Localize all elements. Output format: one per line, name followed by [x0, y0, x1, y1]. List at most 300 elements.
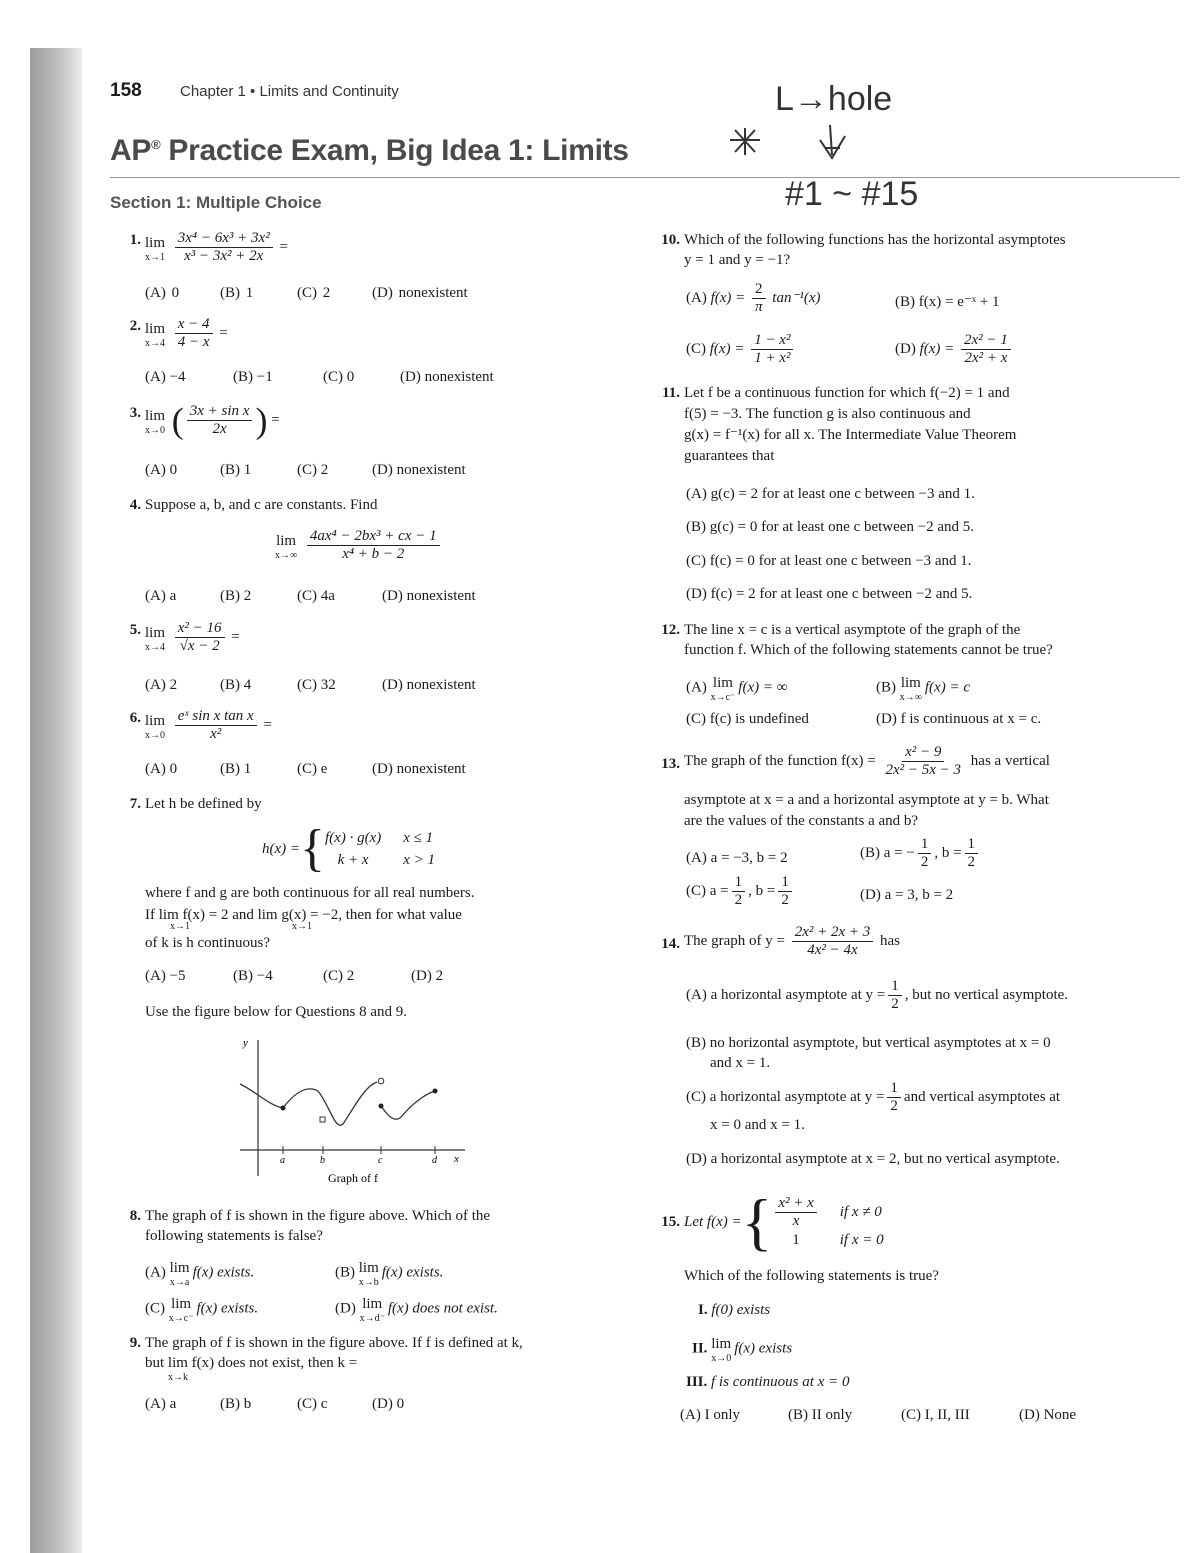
question-text-pre: The graph of y = [684, 932, 785, 949]
fraction [307, 528, 440, 563]
chapter-heading: Chapter 1 • Limits and Continuity [180, 83, 399, 100]
lim-sub: x→b [358, 1277, 379, 1288]
numerator: 1 [918, 836, 932, 854]
q10-choice-b[interactable]: (B) f(x) = e⁻ˣ + 1 [895, 294, 1000, 310]
q8-choice-c[interactable] [145, 1294, 258, 1324]
limit [711, 673, 736, 703]
open-point-c [378, 1078, 384, 1084]
choice-mid: , b = [748, 882, 776, 899]
denominator: 2 [920, 854, 929, 870]
choice-d[interactable]: (D) None [1019, 1407, 1077, 1423]
choice-pre: f(x) = [709, 340, 745, 357]
q12-choice-c[interactable]: (C) f(c) is undefined [686, 711, 809, 727]
lim-sub: x→∞ [899, 692, 922, 703]
denominator: 2 [967, 854, 976, 870]
question-4-choices [145, 588, 476, 605]
question-6 [129, 708, 272, 743]
question-3-choices [145, 462, 466, 479]
choice-label: (C) [145, 1300, 165, 1317]
statement-label: II. [692, 1340, 708, 1357]
point-a [281, 1106, 286, 1111]
curve-left [240, 1082, 377, 1125]
lim-sub: x→c⁻ [168, 1313, 194, 1324]
right-paren: ) [255, 400, 268, 441]
limit [711, 1334, 731, 1364]
question-2 [129, 316, 228, 351]
exam-title-text: Practice Exam, Big Idea 1: Limits [168, 134, 629, 167]
numerator: 1 [778, 874, 792, 892]
fraction-2 [778, 874, 792, 909]
equals: = [279, 238, 288, 255]
choice-c[interactable]: (C) c [297, 1396, 328, 1412]
question-text-3: g(x) = f⁻¹(x) for all x. The Intermediate Value Theorem [684, 427, 1017, 443]
cases [325, 828, 435, 870]
question-number: 7. [129, 796, 141, 812]
case-2-cond: if x = 0 [839, 1231, 884, 1248]
choice-c[interactable]: (C) 32 [297, 677, 336, 693]
question-15-text: Which of the following statements is true? [684, 1268, 939, 1284]
lim-text: lim [358, 1260, 379, 1276]
tick-label-a: a [280, 1155, 285, 1166]
choice-c[interactable]: (C) I, II, III [901, 1407, 970, 1423]
limit [359, 1258, 379, 1288]
left-paren: ( [171, 400, 184, 441]
q8-choice-d[interactable] [335, 1294, 498, 1324]
choice-d[interactable]: (D) nonexistent [372, 761, 466, 777]
handwritten-note [700, 70, 1000, 215]
curve-right [381, 1091, 435, 1119]
choice-a[interactable]: (A) 0 [145, 285, 180, 301]
statement-label: I. [698, 1302, 708, 1318]
limit [170, 1258, 190, 1288]
question-text-2: but lim f(x) does not exist, then k = [145, 1355, 358, 1371]
question-text-1: The line x = c is a vertical asymptote of the graph of the [684, 622, 1021, 638]
fraction-1 [918, 836, 932, 871]
question-7-body-1: where f and g are both continuous for all real numbers. [145, 885, 475, 901]
q13-choice-c[interactable] [686, 874, 795, 909]
denominator: x⁴ + b − 2 [342, 546, 405, 562]
choice-text: f(x) exists. [196, 1300, 259, 1317]
choice-text: f(x) does not exist. [387, 1300, 498, 1317]
fraction [792, 924, 874, 959]
question-text-post: has a vertical [970, 752, 1050, 769]
numerator: 1 [732, 874, 746, 892]
q14-choice-b[interactable] [686, 1033, 1051, 1073]
choice-c[interactable]: (C) 2 [297, 285, 331, 301]
choice-b[interactable]: (B) b [220, 1396, 252, 1412]
numerator: x − 4 [175, 316, 213, 334]
numerator: x² − 16 [175, 620, 225, 638]
q14-choice-c[interactable] [686, 1080, 1060, 1135]
question-number: 10. [661, 232, 680, 248]
exam-title [110, 134, 629, 168]
choice-post: tan⁻¹(x) [772, 289, 821, 306]
question-number: 12. [661, 622, 680, 638]
case-1-cond: x ≤ 1 [403, 830, 434, 846]
question-8 [129, 1206, 491, 1246]
choice-a[interactable]: (A) 0 [145, 761, 178, 777]
question-text-2: y = 1 and y = −1? [684, 252, 791, 268]
question-7-choices [145, 968, 443, 985]
choice-pre: f(x) = [710, 289, 746, 306]
statement-text: f is continuous at x = 0 [711, 1374, 850, 1390]
q10-choice-c[interactable] [686, 332, 796, 367]
choice-d[interactable]: (D) 2 [411, 968, 444, 984]
fraction [751, 332, 793, 367]
lim-sub: x→0 [145, 424, 165, 436]
choice-label: (D) [335, 1300, 356, 1317]
lim-sub: x→a [169, 1277, 190, 1288]
denominator: √x − 2 [179, 638, 220, 654]
tick-label-d: d [432, 1155, 437, 1166]
choice-text: f(x) = c [924, 679, 970, 696]
choice-post: and vertical asymptotes at [903, 1088, 1061, 1105]
lim-text: lim [145, 320, 166, 337]
choice-c[interactable]: (C) e [297, 761, 328, 777]
limit [145, 319, 165, 349]
choice-pre: f(x) = [919, 340, 955, 357]
lim-text: lim [362, 1296, 383, 1312]
question-number: 4. [129, 497, 141, 513]
fraction [888, 978, 902, 1013]
lim-sub: x→c⁻ [710, 692, 736, 703]
lim-sub: x→0 [711, 1353, 732, 1364]
body-2-text: If lim f(x) = 2 and lim g(x) = −2, then for what value [145, 907, 462, 923]
case-2-expr: 1 [792, 1231, 800, 1248]
lim-sub: x→d⁻ [359, 1313, 385, 1324]
choice-mid: , b = [934, 844, 962, 861]
choice-a[interactable]: (A) I only [680, 1407, 740, 1423]
question-text-1: Which of the following functions has the horizontal asymptotes [684, 232, 1066, 248]
question-13-text-3: are the values of the constants a and b? [684, 813, 919, 829]
question-4-limit [275, 528, 443, 563]
q12-choice-b[interactable] [876, 673, 970, 703]
choice-label: (A) [686, 679, 707, 696]
case-2-cond: x > 1 [403, 852, 435, 868]
denominator: 2 [781, 892, 789, 908]
graph-caption: Graph of f [328, 1171, 378, 1185]
denominator: x² [210, 726, 222, 742]
q11-choice-c[interactable]: (C) f(c) = 0 for at least one c between −3 and 1. [686, 553, 972, 569]
question-3 [129, 400, 280, 441]
q15-statement-2 [692, 1334, 792, 1364]
choice-a[interactable]: (A) 0 [145, 462, 178, 478]
lim-text: lim [169, 1260, 190, 1276]
left-brace: { [300, 820, 325, 877]
case-1-fraction [775, 1195, 816, 1230]
body-2-sub-2: x→1 [292, 921, 312, 932]
question-2-choices [145, 369, 494, 386]
choice-b[interactable]: (B) −4 [233, 968, 273, 984]
q10-choice-a[interactable] [686, 281, 821, 316]
denominator: x³ − 3x² + 2x [184, 248, 264, 264]
choice-d[interactable]: (D) nonexistent [400, 369, 494, 385]
hx-label: h(x) = [262, 841, 301, 857]
case-2-expr: k + x [337, 852, 369, 868]
choice-c[interactable]: (C) 4a [297, 588, 335, 604]
lim-text: lim [276, 532, 297, 549]
question-15-choices [680, 1407, 1076, 1424]
numerator: 1 [887, 1080, 901, 1098]
title-divider [110, 177, 1180, 178]
lim-text: lim [145, 712, 166, 729]
tick-label-c: c [378, 1155, 383, 1166]
figure-intro: Use the figure below for Questions 8 and 9. [145, 1004, 408, 1020]
choice-b[interactable]: (B) II only [788, 1407, 853, 1423]
lim-sub: x→0 [145, 729, 165, 741]
choice-c[interactable]: (C) 0 [323, 369, 355, 385]
question-text-2: function f. Which of the following statements cannot be true? [684, 642, 1053, 658]
q8-choice-a[interactable] [145, 1258, 254, 1288]
fraction-2 [965, 836, 979, 871]
fraction [882, 744, 964, 779]
choice-d[interactable]: (D) nonexistent [382, 677, 476, 693]
lim-text: lim [900, 675, 921, 691]
numerator: 1 [888, 978, 902, 996]
handwriting-bottom: #1 ~ #15 [785, 175, 919, 213]
question-11 [662, 383, 1017, 467]
choice-pre: (B) a = − [860, 844, 915, 861]
question-text-1: Let f be a continuous function for which f(−2) = 1 and [684, 385, 1010, 401]
q11-choice-a[interactable]: (A) g(c) = 2 for at least one c between −3 and 1. [686, 486, 975, 502]
q12-choice-d[interactable]: (D) f is continuous at x = c. [876, 711, 1042, 727]
lim-text: lim [712, 675, 733, 691]
scan-edge-shadow [30, 48, 82, 1553]
question-text-pre: The graph of the function f(x) = [684, 752, 876, 769]
question-1 [129, 230, 288, 265]
numerator: 4ax⁴ − 2bx³ + cx − 1 [307, 528, 440, 546]
y-axis-label: y [243, 1037, 248, 1049]
question-15 [661, 1186, 884, 1258]
choice-label: (B) [335, 1264, 355, 1281]
left-brace: { [741, 1186, 773, 1257]
question-text-post: has [880, 932, 900, 949]
fraction [187, 403, 253, 438]
lim-sub: x→1 [145, 251, 165, 263]
choice-pre: (A) a horizontal asymptote at y = [686, 986, 886, 1003]
question-7-piecewise [262, 820, 435, 877]
equals: = [231, 628, 240, 645]
choice-b[interactable]: (B) 2 [220, 588, 252, 604]
choice-c[interactable]: (C) 2 [323, 968, 355, 984]
question-text-2: following statements is false? [145, 1228, 323, 1244]
tick-label-b: b [320, 1155, 325, 1166]
choice-d[interactable]: (D) 0 [372, 1396, 405, 1412]
choice-pre: (C) a = [686, 882, 729, 899]
denominator: x [792, 1212, 800, 1229]
denominator: 2x [212, 421, 227, 437]
question-number: 8. [129, 1208, 141, 1224]
denominator: 2 [891, 996, 899, 1012]
question-13-text-2: asymptote at x = a and a horizontal asymptote at y = b. What [684, 792, 1049, 808]
fraction [752, 281, 766, 316]
choice-c[interactable]: (C) 2 [297, 462, 329, 478]
denominator: 2 [734, 892, 743, 908]
question-13 [661, 744, 1050, 779]
body-2-sub-1: x→1 [170, 921, 190, 932]
denominator: 1 + x² [754, 350, 791, 366]
q15-statement-1 [698, 1300, 770, 1320]
registered-mark: ® [151, 137, 161, 152]
denominator: 4x² − 4x [807, 942, 858, 958]
point-b [320, 1117, 325, 1122]
choice-a[interactable]: (A) −5 [145, 968, 186, 984]
statement-text: f(x) exists [734, 1340, 793, 1357]
question-12 [661, 620, 1053, 660]
denominator: 2 [890, 1098, 898, 1114]
choice-d[interactable]: (D) nonexistent [372, 462, 466, 478]
question-7-body-3: of k is h continuous? [145, 935, 270, 951]
handwriting-scribble [730, 125, 845, 158]
lim-sub: x→4 [145, 641, 165, 653]
denominator: 2x² + x [964, 350, 1008, 366]
choice-label: (A) [686, 289, 707, 306]
q13-choice-a[interactable]: (A) a = −3, b = 2 [686, 850, 788, 866]
q13-choice-b[interactable] [860, 836, 981, 871]
question-number: 2. [129, 318, 141, 334]
question-number: 9. [129, 1335, 141, 1351]
q11-choice-b[interactable]: (B) g(c) = 0 for at least one c between −2 and 5. [686, 519, 975, 535]
numerator: 2 [752, 281, 766, 299]
fraction [887, 1080, 901, 1115]
denominator: 2x² − 5x − 3 [885, 762, 962, 778]
lim-text: lim [171, 1296, 192, 1312]
question-14 [661, 924, 900, 959]
choice-b[interactable]: (B) 1 [220, 761, 252, 777]
question-number: 6. [129, 710, 141, 726]
case-1-expr: f(x) · g(x) [325, 830, 382, 846]
case-1-cond: if x ≠ 0 [839, 1204, 882, 1220]
cases [772, 1195, 883, 1250]
lim-text: lim [711, 1336, 732, 1352]
x-axis-label: x [454, 1153, 459, 1165]
choice-a[interactable]: (A) −4 [145, 369, 186, 385]
q14-choice-a[interactable] [686, 978, 1068, 1013]
question-number: 5. [129, 622, 141, 638]
limit [360, 1294, 385, 1324]
point-c [379, 1104, 384, 1109]
lim-sub: x→4 [145, 337, 165, 349]
question-1-choices [145, 285, 468, 302]
numerator: 2x² + 2x + 3 [792, 924, 874, 942]
question-text-2: f(5) = −3. The function g is also continuous and [684, 406, 971, 422]
q13-choice-d[interactable]: (D) a = 3, b = 2 [860, 887, 954, 903]
choice-d[interactable]: (D) nonexistent [372, 285, 468, 301]
choice-label: (C) [686, 340, 706, 357]
choice-pre: (C) a horizontal asymptote at y = [686, 1088, 885, 1105]
exam-title-prefix: AP [110, 134, 152, 167]
choice-post: , but no vertical asymptote. [904, 986, 1069, 1003]
choice-text: f(x) exists. [192, 1264, 255, 1281]
choice-d[interactable]: (D) nonexistent [382, 588, 476, 604]
numerator: 3x⁴ − 6x³ + 3x² [175, 230, 273, 248]
limit [145, 711, 165, 741]
statement-label: III. [686, 1374, 708, 1390]
q12-choice-a[interactable] [686, 673, 787, 703]
section-heading: Section 1: Multiple Choice [110, 193, 322, 212]
choice-line-2: and x = 1. [710, 1055, 771, 1071]
q8-choice-b[interactable] [335, 1258, 443, 1288]
choice-a[interactable]: (A) a [145, 588, 177, 604]
q11-choice-d[interactable]: (D) f(c) = 2 for at least one c between −2 and 5. [686, 586, 973, 602]
question-5 [129, 620, 240, 655]
choice-b[interactable]: (B) 1 [220, 285, 254, 301]
lim-sub: x→∞ [275, 549, 298, 561]
question-number: 3. [129, 405, 141, 421]
fraction [961, 332, 1011, 367]
choice-a[interactable]: (A) a [145, 1396, 177, 1412]
fx-label: Let f(x) = [684, 1214, 742, 1230]
choice-b[interactable]: (B) 1 [220, 462, 252, 478]
handwriting-top: L→hole [775, 80, 893, 118]
limit [145, 623, 165, 653]
q15-statement-3 [686, 1372, 849, 1392]
fraction [175, 620, 225, 655]
question-text: Suppose a, b, and c are constants. Find [145, 497, 378, 513]
numerator: 1 [965, 836, 979, 854]
denominator: 4 − x [177, 334, 210, 350]
graph-of-f [230, 1036, 470, 1186]
question-number: 13. [661, 756, 680, 772]
choice-b[interactable]: (B) 4 [220, 677, 252, 693]
question-text: Let h be defined by [145, 796, 262, 812]
question-10 [661, 230, 1066, 270]
limit [145, 406, 165, 436]
limit [145, 233, 165, 263]
fraction [175, 230, 273, 265]
choice-a[interactable]: (A) 2 [145, 677, 178, 693]
fraction [175, 316, 213, 351]
page-number: 158 [110, 80, 142, 101]
denominator: π [755, 299, 763, 315]
question-text-1: The graph of f is shown in the figure above. Which of the [145, 1208, 491, 1224]
choice-b[interactable]: (B) −1 [233, 369, 273, 385]
lim-text: lim [145, 234, 166, 251]
numerator: x² − 9 [902, 744, 944, 762]
fraction-1 [732, 874, 746, 909]
equals: = [219, 324, 228, 341]
q9-lim-sub: x→k [168, 1372, 188, 1383]
numerator: 3x + sin x [187, 403, 253, 421]
q14-choice-d[interactable]: (D) a horizontal asymptote at x = 2, but no vertical asymptote. [686, 1151, 1060, 1167]
question-7 [129, 794, 262, 814]
question-text-4: guarantees that [684, 448, 775, 464]
numerator: 1 − x² [751, 332, 793, 350]
equals: = [271, 411, 280, 428]
numerator: 2x² − 1 [961, 332, 1011, 350]
numerator: x² + x [775, 1195, 816, 1213]
question-4 [129, 495, 378, 515]
lim-text: lim [145, 624, 166, 641]
choice-text: f(x) exists. [381, 1264, 444, 1281]
choice-line-1: (B) no horizontal asymptote, but vertical asymptotes at x = 0 [686, 1035, 1051, 1051]
question-9-choices [145, 1396, 404, 1413]
q10-choice-d[interactable] [895, 332, 1014, 367]
choice-label: (A) [145, 1264, 166, 1281]
question-number: 15. [661, 1214, 680, 1230]
choice-text: f(x) = ∞ [738, 679, 788, 696]
limit [900, 673, 922, 703]
question-6-choices [145, 761, 466, 778]
question-number: 14. [661, 936, 680, 952]
question-text-1: The graph of f is shown in the figure above. If f is defined at k, [145, 1335, 523, 1351]
question-9 [129, 1333, 523, 1373]
limit [169, 1294, 194, 1324]
equals: = [263, 716, 272, 733]
fraction [175, 708, 257, 743]
choice-label: (D) [895, 340, 916, 357]
question-5-choices [145, 677, 476, 694]
